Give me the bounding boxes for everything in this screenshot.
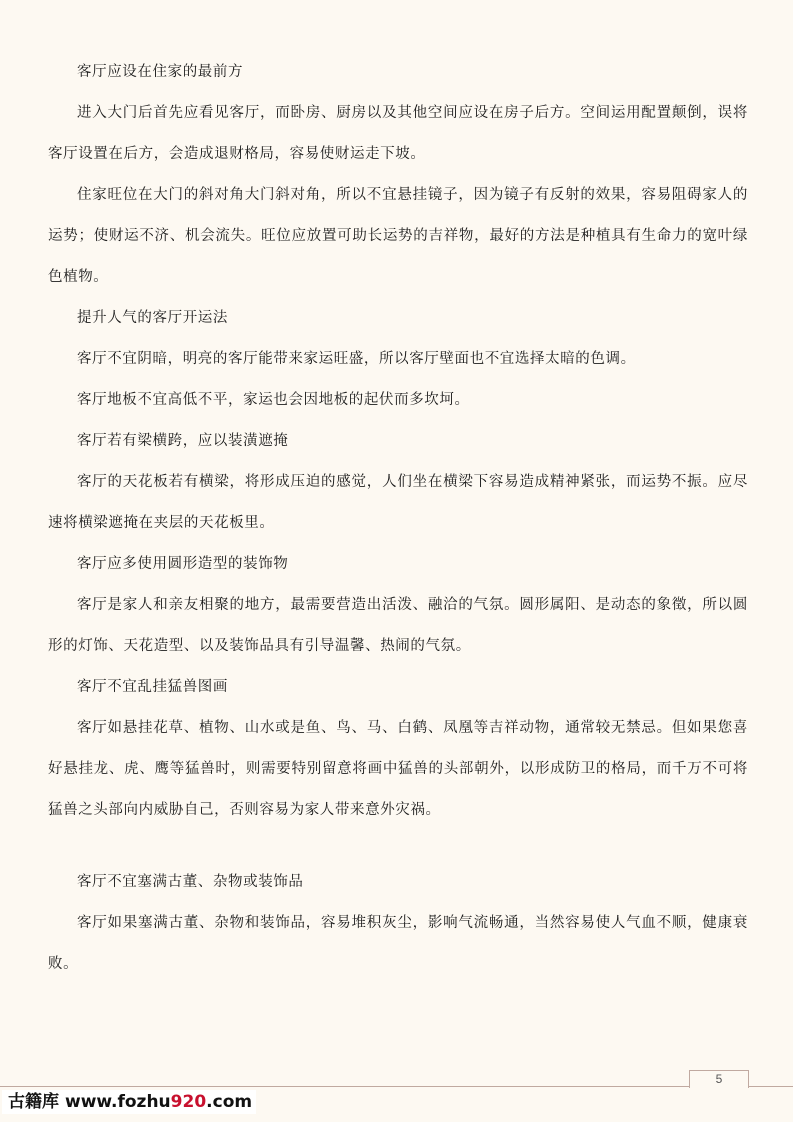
watermark-site-name: 古籍库 bbox=[8, 1092, 59, 1112]
heading-living-room-front: 客厅应设在住家的最前方 bbox=[77, 64, 244, 80]
heading-beam-cover: 客厅若有梁横跨，应以装潢遮掩 bbox=[77, 433, 289, 449]
paragraph-beam: 客厅的天花板若有横梁，将形成压迫的感觉，人们坐在横梁下容易造成精神紧张，而运势不振。应尽速将横梁遮掩在夹层的天花板里。 bbox=[48, 474, 748, 531]
watermark-url-suffix: .com bbox=[206, 1092, 253, 1112]
watermark-url-prefix: www.fozhu bbox=[65, 1092, 171, 1112]
heading-clutter: 客厅不宜塞满古董、杂物或装饰品 bbox=[77, 874, 304, 890]
heading-beast-paintings: 客厅不宜乱挂猛兽图画 bbox=[77, 679, 228, 695]
heading-round-decor: 客厅应多使用圆形造型的装饰物 bbox=[77, 556, 289, 572]
paragraph-entrance-layout: 进入大门后首先应看见客厅，而卧房、厨房以及其他空间应设在房子后方。空间运用配置颠倒，误将客厅设置在后方，会造成退财格局，容易使财运走下坡。 bbox=[48, 105, 748, 162]
footer-divider bbox=[0, 1086, 793, 1087]
paragraph-brightness: 客厅不宜阴暗，明亮的客厅能带来家运旺盛，所以客厅壁面也不宜选择太暗的色调。 bbox=[77, 351, 636, 367]
page-content bbox=[48, 52, 748, 985]
paragraph-beast-paintings: 客厅如悬挂花草、植物、山水或是鱼、鸟、马、白鹤、凤凰等吉祥动物，通常较无禁忌。但如果您喜好悬挂龙、虎、鹰等猛兽时，则需要特别留意将画中猛兽的头部朝外，以形成防卫的格局，而千万不可将猛兽之头部向内威胁自己，否则容易为家人带来意外灾祸。 bbox=[48, 720, 748, 818]
page-number: 5 bbox=[689, 1070, 749, 1088]
paragraph-clutter: 客厅如果塞满古董、杂物和装饰品，容易堆积灰尘，影响气流畅通，当然容易使人气血不顺，健康衰败。 bbox=[48, 915, 748, 972]
heading-popularity-methods: 提升人气的客厅开运法 bbox=[77, 310, 228, 326]
paragraph-wealth-position: 住家旺位在大门的斜对角大门斜对角，所以不宜悬挂镜子，因为镜子有反射的效果，容易阻碍家人的运势；使财运不济、机会流失。旺位应放置可助长运势的吉祥物，最好的方法是种植具有生命力的宽叶绿色植物。 bbox=[48, 187, 748, 285]
watermark-url-highlight: 920 bbox=[170, 1092, 207, 1112]
paragraph-floor: 客厅地板不宜高低不平，家运也会因地板的起伏而多坎坷。 bbox=[77, 392, 470, 408]
site-watermark bbox=[2, 1090, 256, 1114]
paragraph-round-decor: 客厅是家人和亲友相聚的地方，最需要营造出活泼、融洽的气氛。圆形属阳、是动态的象徵，所以圆形的灯饰、天花造型、以及装饰品具有引导温馨、热闹的气氛。 bbox=[48, 597, 748, 654]
